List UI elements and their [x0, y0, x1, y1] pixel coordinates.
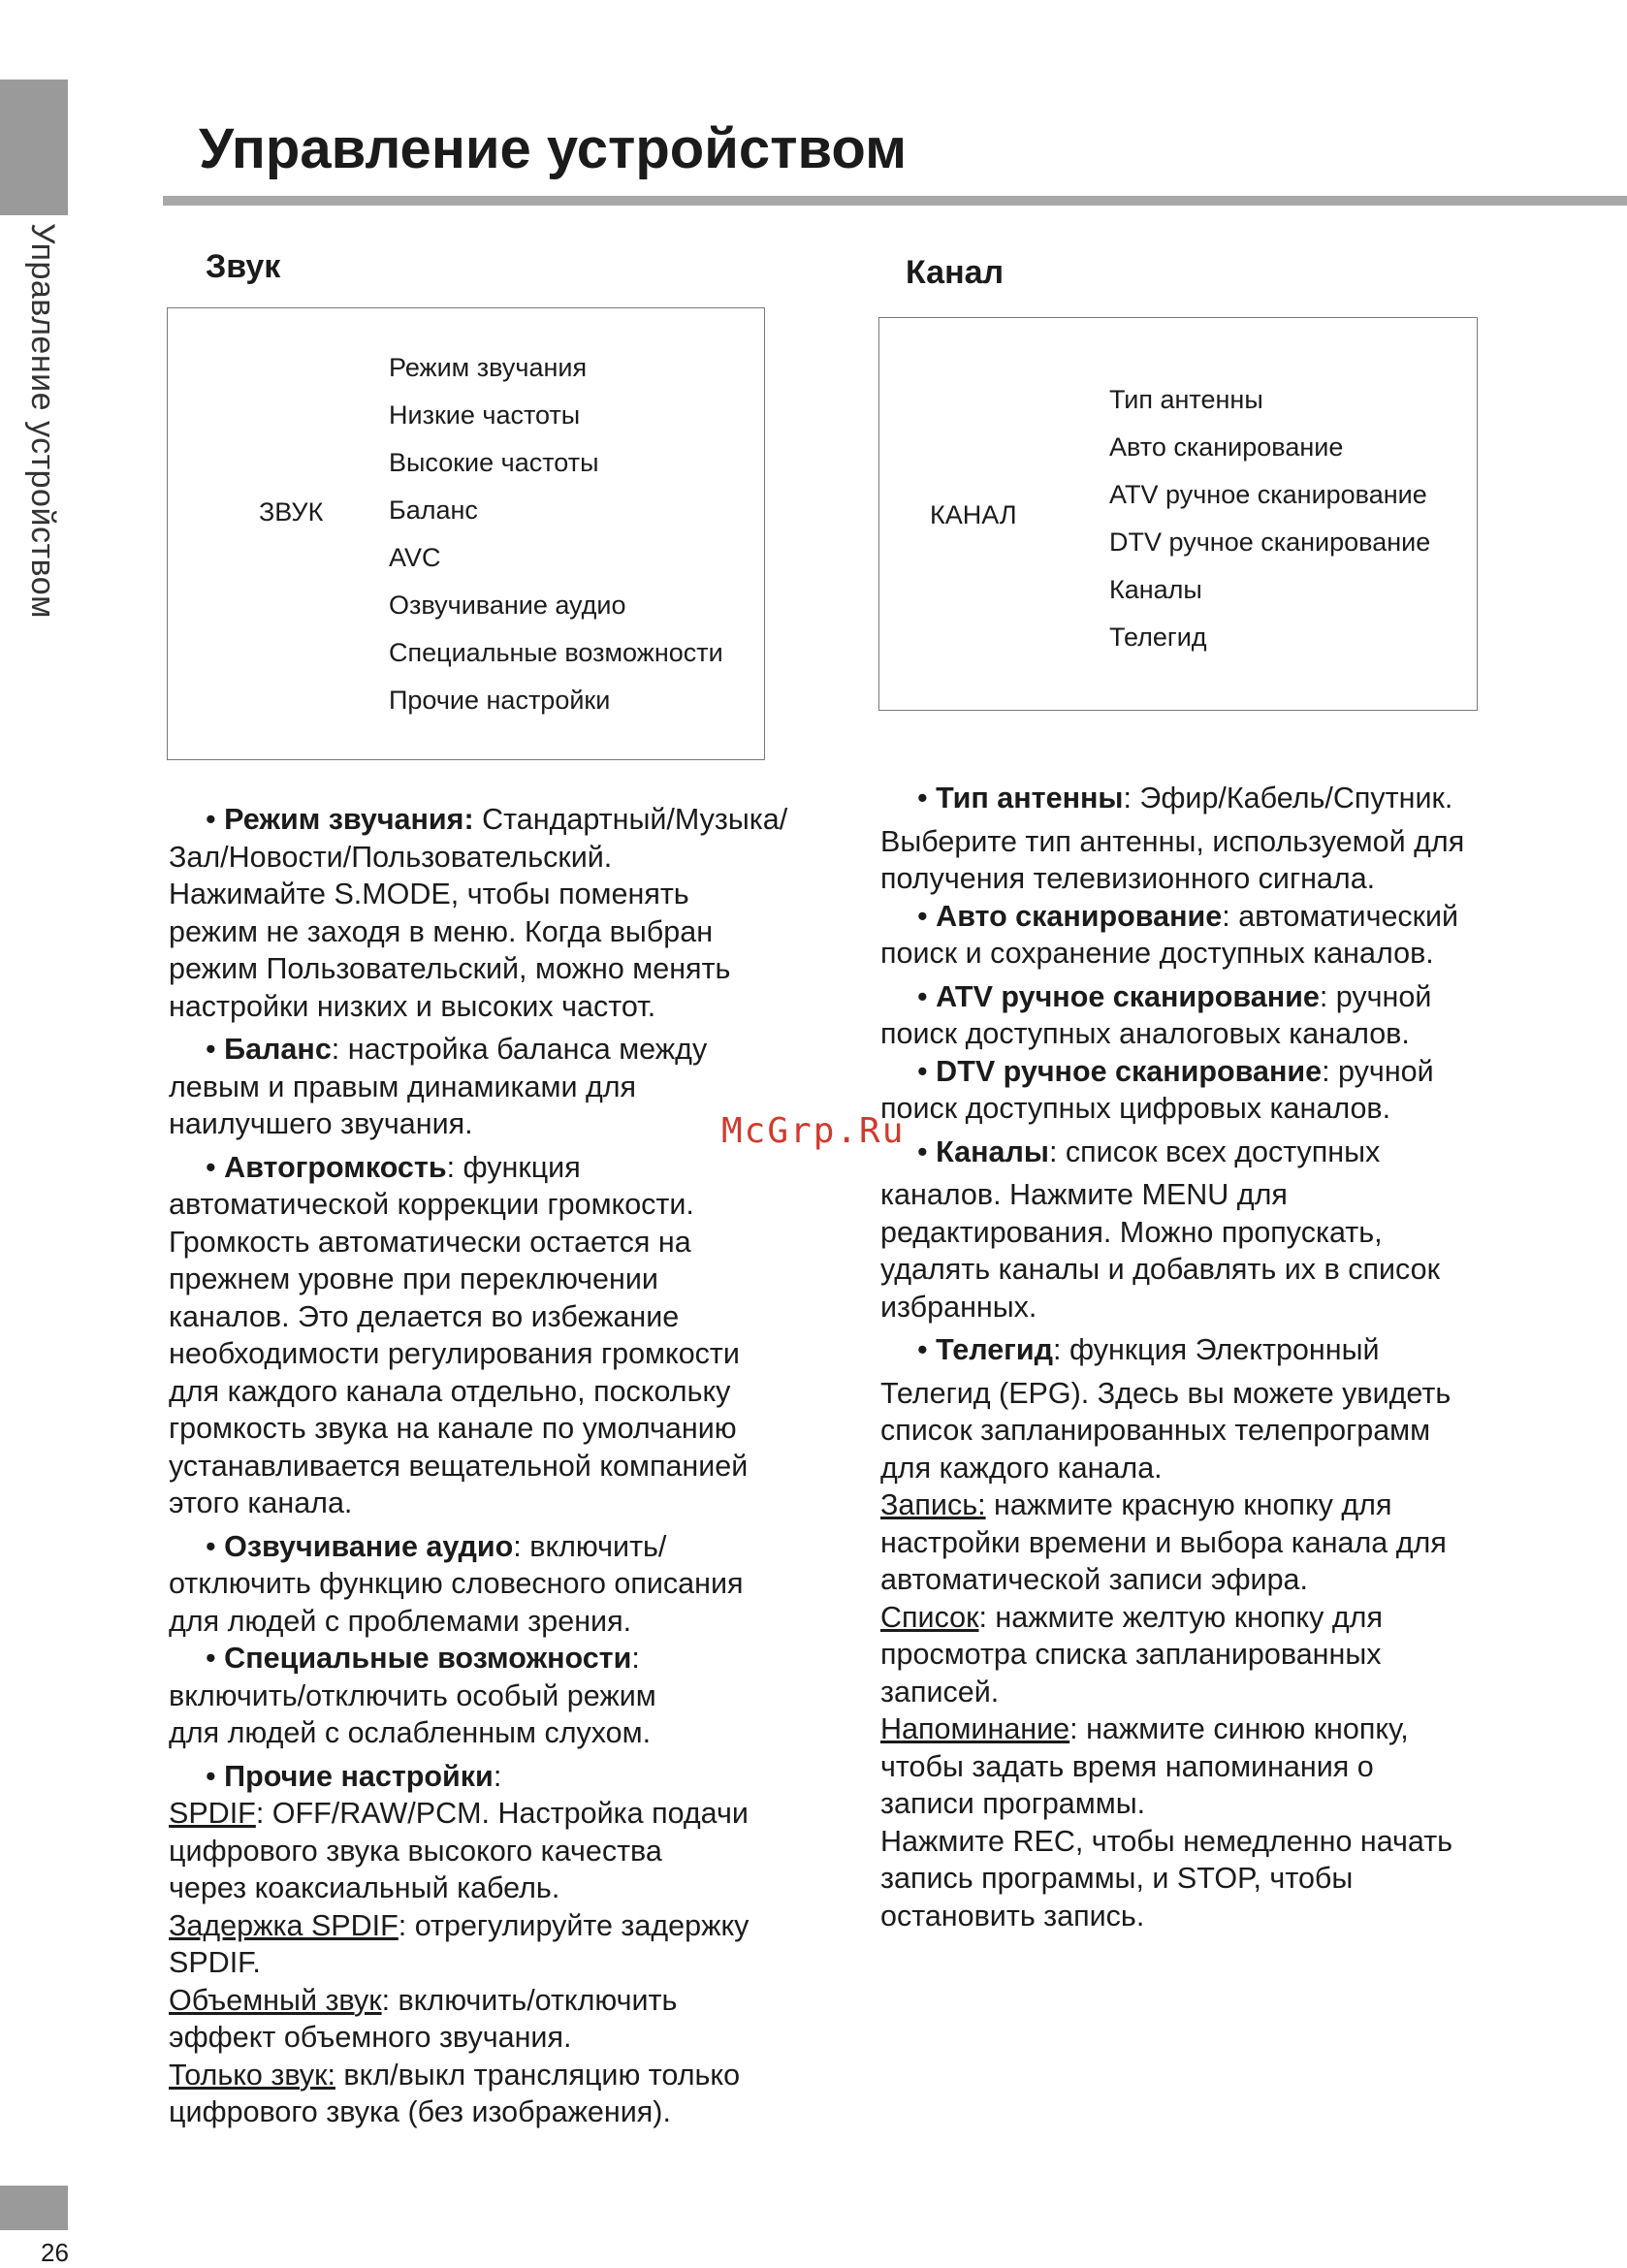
- menu-item: Прочие настройки: [389, 686, 611, 715]
- desc-term: Авто сканирование: [936, 899, 1223, 933]
- desc-text: : список всех доступных: [1048, 1134, 1381, 1168]
- desc-line: настройки низких и высоких частот.: [169, 989, 656, 1023]
- desc-line: цифрового звука высокого качества: [169, 1834, 662, 1868]
- desc-line: необходимости регулирования громкости: [169, 1337, 740, 1370]
- desc-line: Выберите тип антенны, используемой для: [880, 824, 1465, 858]
- desc-text: : настройка баланса между: [331, 1033, 708, 1066]
- desc-line: громкость звука на канале по умолчанию: [169, 1412, 737, 1445]
- sound-menu-list: [389, 344, 723, 724]
- desc-text: Стандартный/Музыка/: [473, 803, 788, 836]
- desc-term: Озвучивание аудио: [224, 1529, 514, 1563]
- channel-menu-diagram: [878, 317, 1478, 711]
- sound-menu-diagram: [167, 307, 765, 760]
- desc-line: прежнем уровне при переключении: [169, 1262, 658, 1295]
- desc-line: [880, 978, 1598, 1016]
- menu-item: Режим звучания: [389, 353, 588, 382]
- desc-line: для каждого канала.: [880, 1451, 1163, 1485]
- menu-item: Специальные возможности: [389, 638, 723, 667]
- desc-line: для людей с проблемами зрения.: [169, 1604, 632, 1638]
- desc-line: [169, 1907, 867, 1945]
- channel-menu-head: КАНАЛ: [930, 500, 1017, 529]
- desc-line: [169, 1795, 867, 1833]
- desc-text: •: [206, 1150, 216, 1184]
- desc-text: : нажмите синюю кнопку,: [1069, 1712, 1409, 1745]
- desc-term: Телегид: [936, 1333, 1053, 1366]
- desc-line: Телегид (EPG). Здесь вы можете увидеть: [880, 1376, 1452, 1410]
- option-label: Задержка SPDIF: [169, 1908, 399, 1942]
- desc-text: : включить/отключить: [381, 1983, 678, 2017]
- desc-line: через коаксиальный кабель.: [169, 1871, 560, 1904]
- desc-text: вкл/выкл трансляцию только: [335, 2058, 741, 2092]
- menu-item: Телегид: [1109, 623, 1207, 652]
- desc-line: список запланированных телепрограмм: [880, 1414, 1431, 1447]
- desc-text: : OFF/RAW/PCM. Настройка подачи: [255, 1797, 749, 1830]
- desc-text: •: [917, 1134, 928, 1168]
- desc-text: •: [917, 1054, 928, 1088]
- desc-term: DTV ручное сканирование: [936, 1054, 1323, 1088]
- desc-line: Громкость автоматически остается на: [169, 1225, 691, 1259]
- desc-line: [169, 2057, 867, 2094]
- side-tab-marker: [0, 80, 68, 215]
- option-label: Запись:: [880, 1488, 986, 1521]
- desc-text: : ручной: [1319, 979, 1432, 1013]
- title-divider: [163, 196, 1627, 206]
- desc-line: каналов. Это делается во избежание: [169, 1299, 680, 1333]
- desc-text: •: [206, 1033, 216, 1066]
- desc-line: левым и правым динамиками для: [169, 1070, 637, 1103]
- desc-line: записи программы.: [880, 1787, 1146, 1820]
- desc-text: : отрегулируйте задержку: [398, 1908, 750, 1942]
- desc-line: [880, 780, 1598, 817]
- desc-line: поиск и сохранение доступных каналов.: [880, 937, 1434, 970]
- desc-text: •: [206, 1642, 216, 1675]
- desc-text: •: [917, 899, 928, 933]
- desc-line: устанавливается вещательной компанией: [169, 1449, 749, 1483]
- desc-line: для каждого канала отдельно, поскольку: [169, 1374, 731, 1408]
- desc-line: [169, 1528, 867, 1566]
- desc-line: режим Пользовательский, можно менять: [169, 952, 731, 985]
- channel-descriptions: [880, 780, 1598, 1934]
- menu-item: Баланс: [389, 495, 478, 525]
- desc-text: •: [206, 1529, 216, 1563]
- desc-line: для людей с ослабленным слухом.: [169, 1716, 652, 1749]
- desc-text: :: [631, 1642, 640, 1675]
- desc-text: •: [206, 803, 216, 836]
- menu-item: Авто сканирование: [1109, 432, 1344, 462]
- desc-line: отключить функцию словесного описания: [169, 1567, 744, 1600]
- sound-descriptions: [169, 801, 867, 2131]
- desc-term: Режим звучания:: [224, 803, 474, 836]
- option-label: Только звук:: [169, 2058, 335, 2092]
- desc-line: записей.: [880, 1675, 1000, 1709]
- desc-line: удалять каналы и добавлять их в список: [880, 1253, 1440, 1286]
- desc-line: автоматической коррекции громкости.: [169, 1188, 694, 1221]
- menu-item: DTV ручное сканирование: [1109, 527, 1431, 557]
- sound-section-title: Звук: [206, 248, 281, 285]
- desc-line: редактирования. Можно пропускать,: [880, 1215, 1383, 1249]
- desc-line: запись программы, и STOP, чтобы: [880, 1862, 1354, 1895]
- desc-line: [880, 1331, 1598, 1369]
- page-title: Управление устройством: [199, 117, 907, 180]
- desc-line: наилучшего звучания.: [169, 1107, 473, 1140]
- menu-item: AVC: [389, 543, 441, 572]
- desc-line: SPDIF.: [169, 1946, 261, 1979]
- menu-item: ATV ручное сканирование: [1109, 480, 1427, 509]
- desc-term: Автогромкость: [224, 1150, 447, 1184]
- desc-line: автоматической записи эфира.: [880, 1563, 1308, 1596]
- desc-line: поиск доступных аналоговых каналов.: [880, 1017, 1410, 1050]
- desc-term: Прочие настройки: [224, 1759, 494, 1793]
- desc-text: : Эфир/Кабель/Спутник.: [1123, 782, 1453, 815]
- desc-text: : ручной: [1322, 1054, 1434, 1088]
- desc-line: [880, 1599, 1598, 1637]
- desc-line: режим не заходя в меню. Когда выбран: [169, 914, 714, 948]
- menu-item: Озвучивание аудио: [389, 591, 626, 620]
- desc-line: каналов. Нажмите MENU для: [880, 1178, 1288, 1211]
- menu-item: Каналы: [1109, 575, 1202, 604]
- channel-section-title: Канал: [906, 254, 1005, 291]
- desc-line: [880, 1486, 1598, 1524]
- desc-term: Каналы: [936, 1134, 1049, 1168]
- desc-term: Тип антенны: [936, 782, 1124, 815]
- desc-text: •: [206, 1759, 216, 1793]
- desc-line: настройки времени и выбора канала для: [880, 1525, 1447, 1559]
- side-section-label: Управление устройством: [24, 223, 61, 619]
- desc-line: цифрового звука (без изображения).: [169, 2095, 671, 2128]
- desc-line: [169, 1640, 867, 1677]
- page-number-marker: [0, 2186, 68, 2230]
- menu-item: Тип антенны: [1109, 385, 1263, 414]
- desc-line: Зал/Новости/Пользовательский.: [169, 840, 613, 874]
- desc-text: •: [917, 979, 928, 1013]
- desc-text: : включить/: [513, 1529, 667, 1563]
- desc-text: : функция: [446, 1150, 581, 1184]
- desc-line: остановить запись.: [880, 1899, 1145, 1933]
- option-label: Объемный звук: [169, 1983, 382, 2017]
- desc-line: [169, 1031, 867, 1069]
- desc-line: просмотра списка запланированных: [880, 1638, 1382, 1671]
- desc-line: Нажмите REC, чтобы немедленно начать: [880, 1824, 1453, 1858]
- desc-line: этого канала.: [169, 1486, 353, 1519]
- page-number: 26: [41, 2238, 69, 2267]
- desc-line: [169, 801, 867, 839]
- desc-line: [880, 1710, 1598, 1748]
- desc-line: [880, 1134, 1598, 1171]
- watermark: McGrp.Ru: [721, 1111, 906, 1151]
- option-label: Список: [880, 1600, 979, 1634]
- desc-line: [880, 1053, 1598, 1091]
- desc-line: включить/отключить особый режим: [169, 1678, 656, 1712]
- channel-menu-list: [1109, 376, 1430, 661]
- menu-item: Низкие частоты: [389, 400, 581, 430]
- desc-text: :: [493, 1759, 502, 1793]
- desc-text: •: [917, 1333, 928, 1366]
- desc-line: избранных.: [880, 1290, 1037, 1324]
- desc-term: Баланс: [224, 1033, 332, 1066]
- desc-line: [169, 1982, 867, 2020]
- desc-text: : нажмите желтую кнопку для: [978, 1600, 1383, 1634]
- desc-text: : автоматический: [1222, 899, 1459, 933]
- option-label: Напоминание: [880, 1712, 1070, 1745]
- desc-line: [169, 1758, 867, 1796]
- desc-line: [169, 1149, 867, 1187]
- desc-term: Специальные возможности: [224, 1642, 632, 1675]
- desc-line: получения телевизионного сигнала.: [880, 862, 1376, 895]
- desc-line: [880, 898, 1598, 936]
- desc-line: поиск доступных цифровых каналов.: [880, 1092, 1391, 1125]
- desc-line: чтобы задать время напоминания о: [880, 1749, 1374, 1783]
- sound-menu-head: ЗВУК: [259, 497, 324, 527]
- desc-text: нажмите красную кнопку для: [985, 1488, 1392, 1521]
- desc-text: •: [917, 782, 928, 815]
- desc-line: эффект объемного звучания.: [169, 2021, 572, 2054]
- desc-text: : функция Электронный: [1053, 1333, 1380, 1366]
- desc-term: ATV ручное сканирование: [936, 979, 1320, 1013]
- menu-item: Высокие частоты: [389, 448, 599, 477]
- option-label: SPDIF: [169, 1797, 256, 1830]
- desc-line: Нажимайте S.MODE, чтобы поменять: [169, 878, 689, 910]
